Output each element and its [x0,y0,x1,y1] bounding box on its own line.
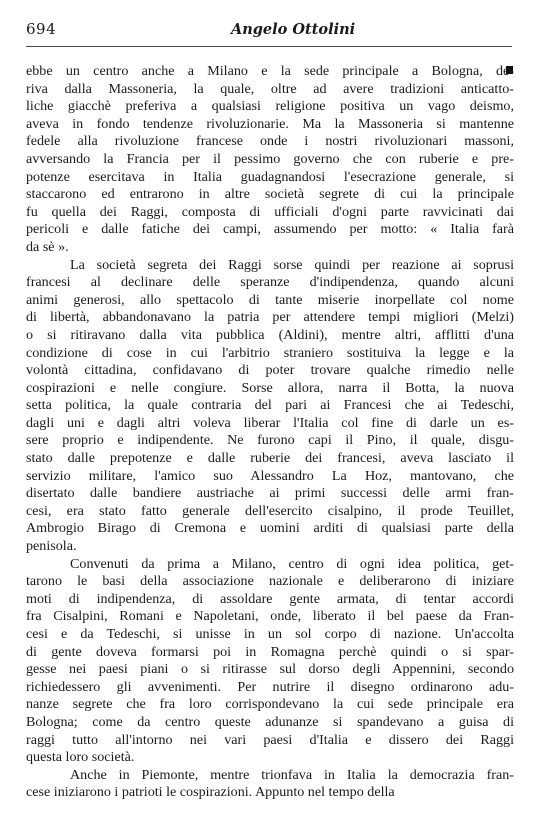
body-text [26,63,514,802]
text-line: avversando la Francia per il pessimo governo che con ruberie e pre- [26,150,514,167]
text-line: disertato dalle bandiere austriache ai primi successi delle armi fran- [26,485,514,502]
text-line: di gente doveva formarsi poi in Romagna perchè quindi o si spar- [26,643,514,660]
text-line: fedele alla rivoluzione francese onde i nostri rivoluzionari massoni, [26,133,514,150]
text-line: liche giacchè preferiva a qualsiasi religione positiva un vago deismo, [26,98,514,115]
text-line: tarono le basi della associazione nazionale e deliberarono di iniziare [26,573,514,590]
text-line: questa loro società. [26,749,135,766]
text-line: o si ritiravano dalla vita pubblica (Aldini), mentre altri, afflitti d'una [26,326,514,343]
text-line: Ambrogio Birago di Cremona e uomini arditi di qualsiasi parte della [26,520,514,537]
text-line: raggi tutto all'intorno nei vari paesi d'Italia e dissero dei Raggi [26,731,514,748]
text-line: cese iniziarono i patrioti le cospirazioni. Appunto nel tempo della [26,784,395,801]
text-line: cesi, era stato fatto generale dell'esercito cisalpino, il prode Teuillet, [26,502,514,519]
text-line: stato dalle prepotenze e dalle ruberie dei francesi, aveva lasciato il [26,450,514,467]
text-line: pericoli e dalle fatiche dei campi, assumendo per motto: « Italia farà [26,221,514,238]
text-line: fu quella dei Raggi, composta di ufficiali d'ogni parte ravvicinati dai [26,203,514,220]
text-line: penisola. [26,538,77,555]
text-line: setta politica, la quale contraria del pari ai Francesi che ai Tedeschi, [26,397,514,414]
text-line: aveva in fondo tendenze rivoluzionarie. Ma la Massoneria si mantenne [26,115,514,132]
paragraph [26,767,514,802]
text-line: nanze segrete che fra loro corrispondevano la cui sede principale era [26,696,514,713]
paragraph [26,63,514,257]
page-number: 694 [26,20,57,38]
text-line: sere proprio e indipendente. Ne furono capi il Pino, il quale, disgu- [26,432,514,449]
text-line: cospirazioni e nelle congiure. Sorse allora, narra il Botta, la nuova [26,379,514,396]
text-line: Bologna; come da centro queste adunanze si spandevano a guisa di [26,713,514,730]
paragraph [26,556,514,767]
header-rule [26,46,512,47]
text-line: staccarono ed entrarono in altre società segrete di cui la principale [26,186,514,203]
text-line: riva dalla Massoneria, la quale, oltre ad avere tradizioni anticatto- [26,80,514,97]
text-line: richiedessero gli avvenimenti. Per nutrire il disegno ordinarono adu- [26,678,514,695]
text-line: cesi e da Tedeschi, si unisse in un sol corpo di nazione. Un'accolta [26,626,514,642]
text-line: moti di indipendenza, di assoldare gente armata, di tentar accordi [26,590,514,607]
text-line: potenze esercitava in Italia guadagnandosi l'esecrazione generale, si [26,168,514,185]
text-line: Anche in Piemonte, mentre trionfava in Italia la democrazia fran- [70,766,514,783]
text-line: fra Cisalpini, Romani e Napoletani, onde, liberato il bel paese da Fran- [26,608,514,625]
text-line: condizione di cose in cui l'arbitrio straniero sostituiva la legge e la [26,344,514,361]
paragraph [26,257,514,556]
text-line: da sè ». [26,238,69,255]
text-line: La società segreta dei Raggi sorse quindi per reazione ai soprusi [70,256,514,273]
text-line: gesse nei paesi piani o si ritirasse sul dorso degli Appennini, secondo [26,661,514,678]
text-line: Convenuti da prima a Milano, centro di ogni idea politica, get- [70,555,514,572]
running-head: Angelo Ottolini [231,21,356,38]
text-line: servizio militare, l'amico suo Alessandro La Hoz, mantovano, che [26,467,514,484]
text-line: animi generosi, allo spettacolo di tante miserie inorpellate col nome [26,291,514,308]
text-line: ebbe un centro anche a Milano e la sede principale a Bologna, de- [26,63,514,79]
text-line: dagli uni e dagli altri voleva liberar l'Italia col fine di darle un es- [26,414,514,431]
text-line: di libertà, abbandonavano la patria per attendere tempi migliori (Melzi) [26,309,514,326]
text-line: volontà cittadina, confidavano di poter trovare qualche rimedio nelle [26,362,514,379]
text-line: francesi al declinare delle speranze d'indipendenza, quando alcuni [26,274,514,291]
page-header [26,20,512,44]
